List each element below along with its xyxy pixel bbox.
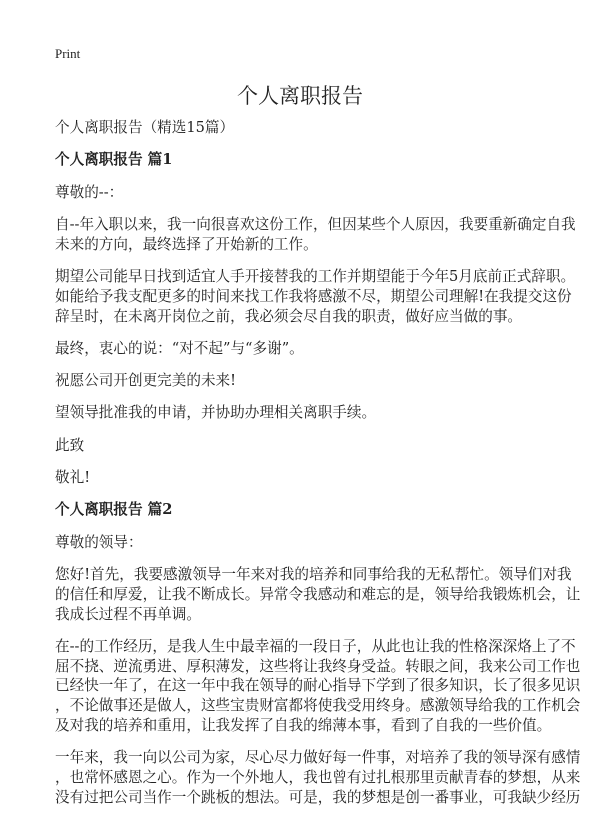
text-line: 望领导批准我的申请，并协助办理相关离职手续。 (55, 404, 377, 422)
text-line: 此致 (55, 436, 85, 454)
text-line: 的信任和厚爱，让我不断成长。异常令我感动和难忘的是，领导给我锻炼机会，让 (55, 585, 581, 603)
paragraph (55, 565, 581, 624)
text-line: 个人离职报告 篇2 (55, 501, 173, 519)
print-link[interactable]: Print (55, 46, 81, 61)
text-line: 未来的方向，最终选择了开始新的工作。 (55, 235, 318, 253)
paragraph (55, 371, 575, 391)
paragraph (55, 267, 575, 326)
paragraph (55, 436, 575, 456)
paragraph (55, 533, 575, 553)
text-line: 期望公司能早日找到适宜人手开接替我的工作并期望能于今年5月底前正式辞职。 (55, 267, 576, 285)
paragraph (55, 183, 575, 203)
text-line: 屈不挠、逆流勇进、厚积薄发，这些将让我终身受益。转眼之间，我来公司工作也 (55, 657, 581, 675)
text-line: 尊敬的--： (55, 183, 124, 201)
text-line: ，不论做事还是做人，这些宝贵财富都将使我受用终身。感激领导给我的工作机会 (55, 697, 581, 715)
text-line: 我成长过程不再单调。 (55, 605, 201, 623)
text-line: 辞呈时，在未离开岗位之前，我必须会尽自我的职责，做好应当做的事。 (55, 307, 523, 325)
text-line: 尊敬的领导： (55, 533, 143, 551)
text-line: 及对我的培养和重用，让我发挥了自我的绵薄本事，看到了自我的一些价值。 (55, 717, 552, 735)
text-line: 个人离职报告 篇1 (55, 151, 173, 169)
text-line: 祝愿公司开创更完美的未来! (55, 372, 236, 390)
paragraph (55, 339, 575, 359)
paragraph (55, 637, 581, 736)
paragraph (55, 215, 575, 255)
paragraph (55, 118, 575, 138)
text-line: ，也常怀感恩之心。作为一个外地人，我也曾有过扎根那里贡献青春的梦想，从来 (55, 769, 581, 787)
document-body (55, 118, 581, 820)
text-line: 在--的工作经历，是我人生中最幸福的一段日子，从此也让我的性格深深烙上了不 (55, 637, 576, 655)
paragraph (55, 403, 575, 423)
text-line: 一年来，我一向以公司为家，尽心尽力做好每一件事，对培养了我的领导深有感情 (55, 749, 581, 767)
text-line: 个人离职报告（精选15篇） (55, 119, 235, 136)
text-line: 您好!首先，我要感激领导一年来对我的培养和同事给我的无私帮忙。领导们对我 (55, 565, 572, 583)
text-line: 敬礼! (55, 469, 91, 487)
paragraph (55, 748, 581, 807)
paragraph (55, 468, 575, 488)
text-line: 最终，衷心的说：“对不起”与“多谢”。 (55, 339, 304, 357)
text-line: 如能给予我支配更多的时间来找工作我将感激不尽，期望公司理解!在我提交这份 (55, 287, 572, 305)
text-line: 已经快一年了，在这一年中我在领导的耐心指导下学到了很多知识，长了很多见识 (55, 677, 581, 695)
section-heading (55, 150, 575, 170)
text-line: 自--年入职以来，我一向很喜欢这份工作，但因某些个人原因，我要重新确定自我 (55, 215, 576, 233)
text-line: 没有过把公司当作一个跳板的想法。可是，我的梦想是创一番事业，可我缺少经历 (55, 788, 581, 806)
page-title: 个人离职报告 (237, 84, 363, 108)
section-heading (55, 500, 575, 520)
